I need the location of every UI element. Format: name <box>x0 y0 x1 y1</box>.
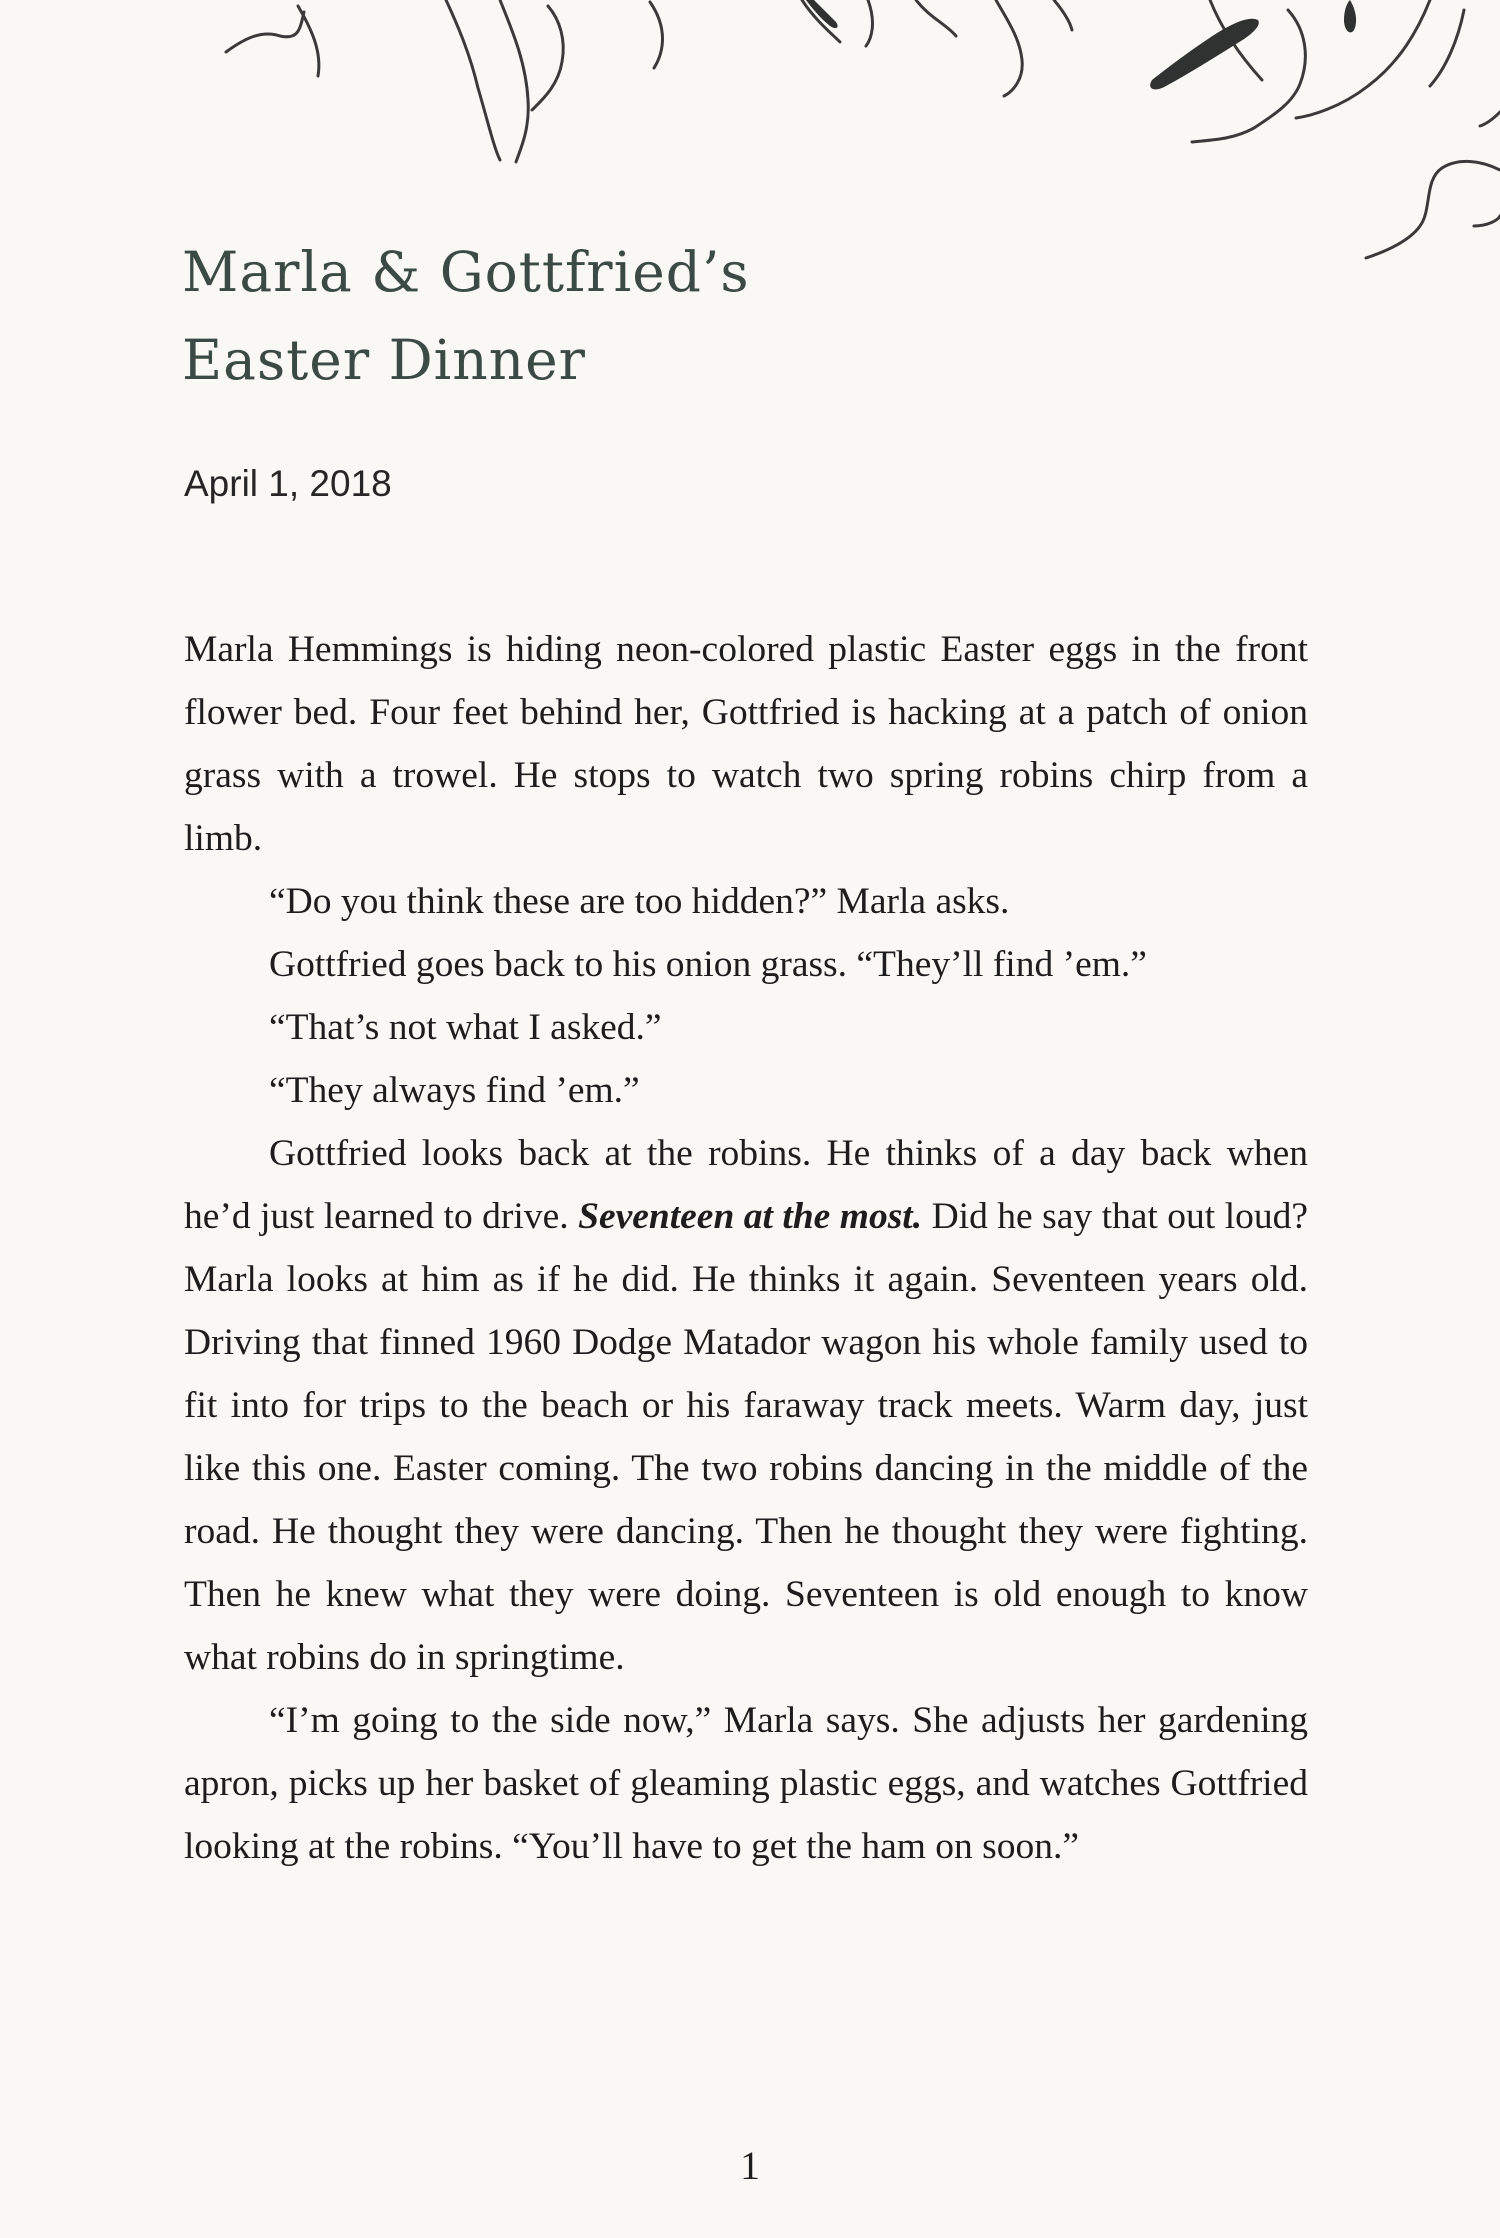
paragraph <box>184 1122 1308 1689</box>
paragraph-text: Did he say that out loud? Marla looks at him as if he did. He thinks it again. Seventeen years old. Driving that finned 1960 Dodge Matador wagon his whole family used to fit into for trips to the beach or his faraway track meets. Warm day, just like this one. Easter coming. The two robins dancing in the middle of the road. He thought they were dancing. Then he thought they were fighting. Then he knew what they were doing. Seventeen is old enough to know what robins do in springtime. <box>184 1196 1309 1678</box>
chapter-date: April 1, 2018 <box>184 463 392 504</box>
paragraph: “Do you think these are too hidden?” Marla asks. <box>269 881 1010 922</box>
page-number: 1 <box>740 2143 760 2188</box>
paragraph: “They always find ’em.” <box>269 1070 640 1111</box>
paragraph: Gottfried goes back to his onion grass. “They’ll find ’em.” <box>269 944 1147 985</box>
chapter-title <box>182 228 1082 404</box>
paragraph-text: Gottfried looks back at the robins. He thinks of a day back when he’d just learned to drive. <box>184 1133 1308 1237</box>
paragraph: Marla Hemmings is hiding neon-colored plastic Easter eggs in the front flower bed. Four feet behind her, Gottfried is hacking at a patch of onion grass with a trowel. He stops to watch two spring robins chirp from a limb. <box>184 629 1308 859</box>
paragraph: “I’m going to the side now,” Marla says. She adjusts her gardening apron, picks up her basket of gleaming plastic eggs, and watches Gottfried looking at the robins. “You’ll have to get the ham on soon.” <box>184 1700 1308 1867</box>
chapter-title-line-1: Marla & Gottfried’s <box>182 240 750 304</box>
emphasized-text: Seventeen at the most. <box>578 1196 923 1237</box>
paragraph: “That’s not what I asked.” <box>269 1007 662 1048</box>
story-text <box>184 618 1308 1878</box>
chapter-title-line-2: Easter Dinner <box>182 328 586 392</box>
